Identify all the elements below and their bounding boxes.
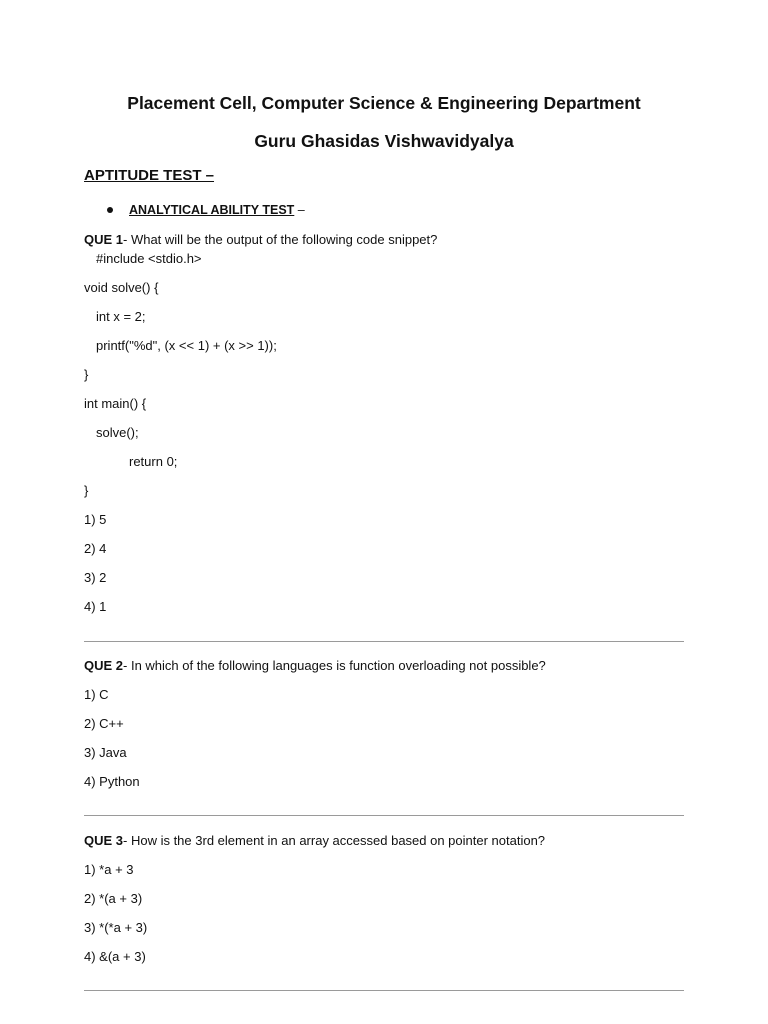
- question-3-prompt: - How is the 3rd element in an array accessed based on pointer notation?: [123, 833, 546, 848]
- page-title: Placement Cell, Computer Science & Engineering Department: [127, 93, 641, 113]
- section-heading: APTITUDE TEST –: [84, 167, 215, 184]
- bullet-icon: [107, 207, 113, 213]
- subsection-heading: [129, 202, 305, 218]
- code-line: printf("%d", (x << 1) + (x >> 1));: [96, 338, 277, 353]
- question-2-label: QUE 2: [84, 658, 124, 673]
- question-1-label: QUE 1: [84, 232, 124, 247]
- question-3-option: 3) *(*a + 3): [84, 920, 148, 935]
- divider: [84, 990, 684, 991]
- code-line: solve();: [96, 425, 139, 440]
- question-2-option: 3) Java: [84, 745, 127, 760]
- question-2-option: 2) C++: [84, 716, 124, 731]
- code-line: void solve() {: [84, 280, 159, 295]
- code-line: #include <stdio.h>: [96, 251, 202, 266]
- question-3-option: 4) &(a + 3): [84, 949, 146, 964]
- question-1-text: [84, 232, 437, 248]
- question-2-option: 1) C: [84, 687, 109, 702]
- question-1-option: 4) 1: [84, 599, 107, 614]
- question-3-option: 1) *a + 3: [84, 862, 134, 877]
- code-line: int main() {: [84, 396, 147, 411]
- question-3-option: 2) *(a + 3): [84, 891, 143, 906]
- code-line: return 0;: [129, 454, 178, 469]
- question-3-label: QUE 3: [84, 833, 124, 848]
- divider: [84, 815, 684, 816]
- question-2-prompt: - In which of the following languages is function overloading not possible?: [123, 658, 546, 673]
- question-1-prompt: - What will be the output of the following code snippet?: [123, 232, 438, 247]
- question-1-option: 3) 2: [84, 570, 107, 585]
- question-3-text: [84, 833, 545, 849]
- code-line: }: [84, 483, 89, 498]
- university-name: Guru Ghasidas Vishwavidyalya: [254, 131, 514, 151]
- question-2-option: 4) Python: [84, 774, 140, 789]
- question-1-option: 2) 4: [84, 541, 107, 556]
- divider: [84, 641, 684, 642]
- code-line: int x = 2;: [96, 309, 146, 324]
- question-2-text: [84, 658, 546, 674]
- subsection-heading-suffix: –: [294, 203, 305, 217]
- question-1-option: 1) 5: [84, 512, 107, 527]
- subsection-heading-text: ANALYTICAL ABILITY TEST: [129, 203, 295, 217]
- code-line: }: [84, 367, 89, 382]
